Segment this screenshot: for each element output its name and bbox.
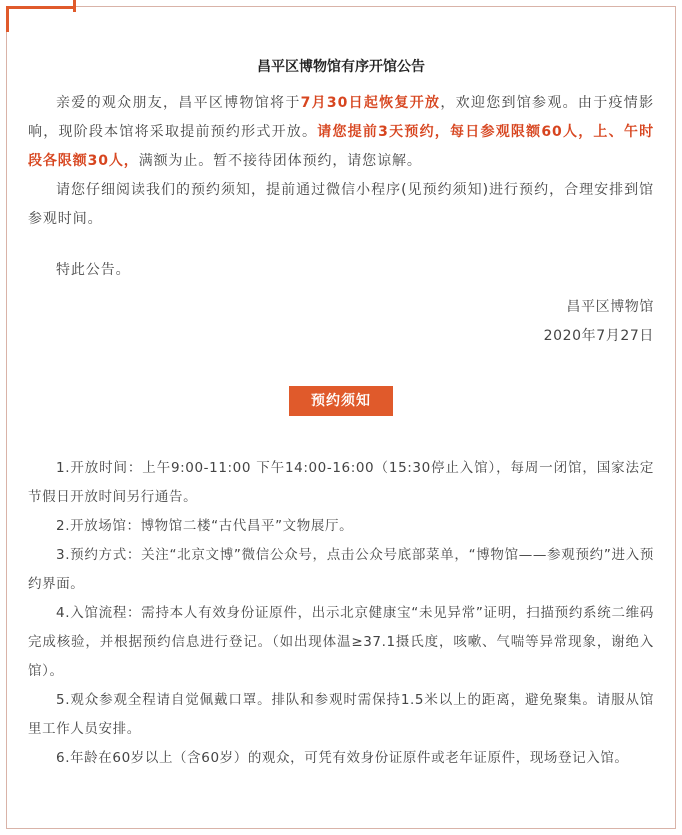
notice-date: 2020年7月27日 [543,328,654,344]
booking-limit-highlight: 请您提前3天预约，每日参观限额60人，上、午时段各限额30人， [28,124,654,169]
rule-item: 4.入馆流程：需持本人有效身份证原件，出示北京健康宝“未见异常”证明，扫描预约系统二维码完成核验，并根据预约信息进行登记。（如出现体温≥37.1摄氏度，咳嗽、气喘等异常现象，谢绝入馆）。 [28,605,654,679]
reopen-date-highlight: 7月30日起恢复开放 [300,95,441,111]
intro-paragraph: 亲爱的观众朋友，昌平区博物馆将于7月30日起恢复开放，欢迎您到馆参观。由于疫情影响，现阶段本馆将采取提前预约形式开放。请您提前3天预约，每日参观限额60人，上、午时段各限额30人，满额为止。暂不接待团体预约，请您谅解。 [28,95,654,169]
rule-item: 6.年龄在60岁以上（含60岁）的观众，可凭有效身份证原件或老年证原件，现场登记入馆。 [56,750,629,766]
rule-item: 2.开放场馆：博物馆二楼“古代昌平”文物展厅。 [56,518,354,534]
corner-decoration [0,0,80,30]
signature: 昌平区博物馆 [566,299,654,315]
booking-instruction-paragraph: 请您仔细阅读我们的预约须知，提前通过微信小程序(见预约须知)进行预约，合理安排到馆参观时间。 [28,182,654,227]
section-badge: 预约须知 [289,386,393,416]
rule-item: 1.开放时间：上午9:00-11:00 下午14:00-16:00（15:30停止入馆），每周一闭馆，国家法定节假日开放时间另行通告。 [28,460,654,505]
closing-remark: 特此公告。 [56,262,131,278]
page-title: 昌平区博物馆有序开馆公告 [257,59,425,75]
article-body [28,55,654,773]
rule-item: 5.观众参观全程请自觉佩戴口罩。排队和参观时需保持1.5米以上的距离，避免聚集。请服从馆里工作人员安排。 [28,692,654,737]
rule-item: 3.预约方式：关注“北京文博”微信公众号，点击公众号底部菜单，“博物馆——参观预约”进入预约界面。 [28,547,654,592]
